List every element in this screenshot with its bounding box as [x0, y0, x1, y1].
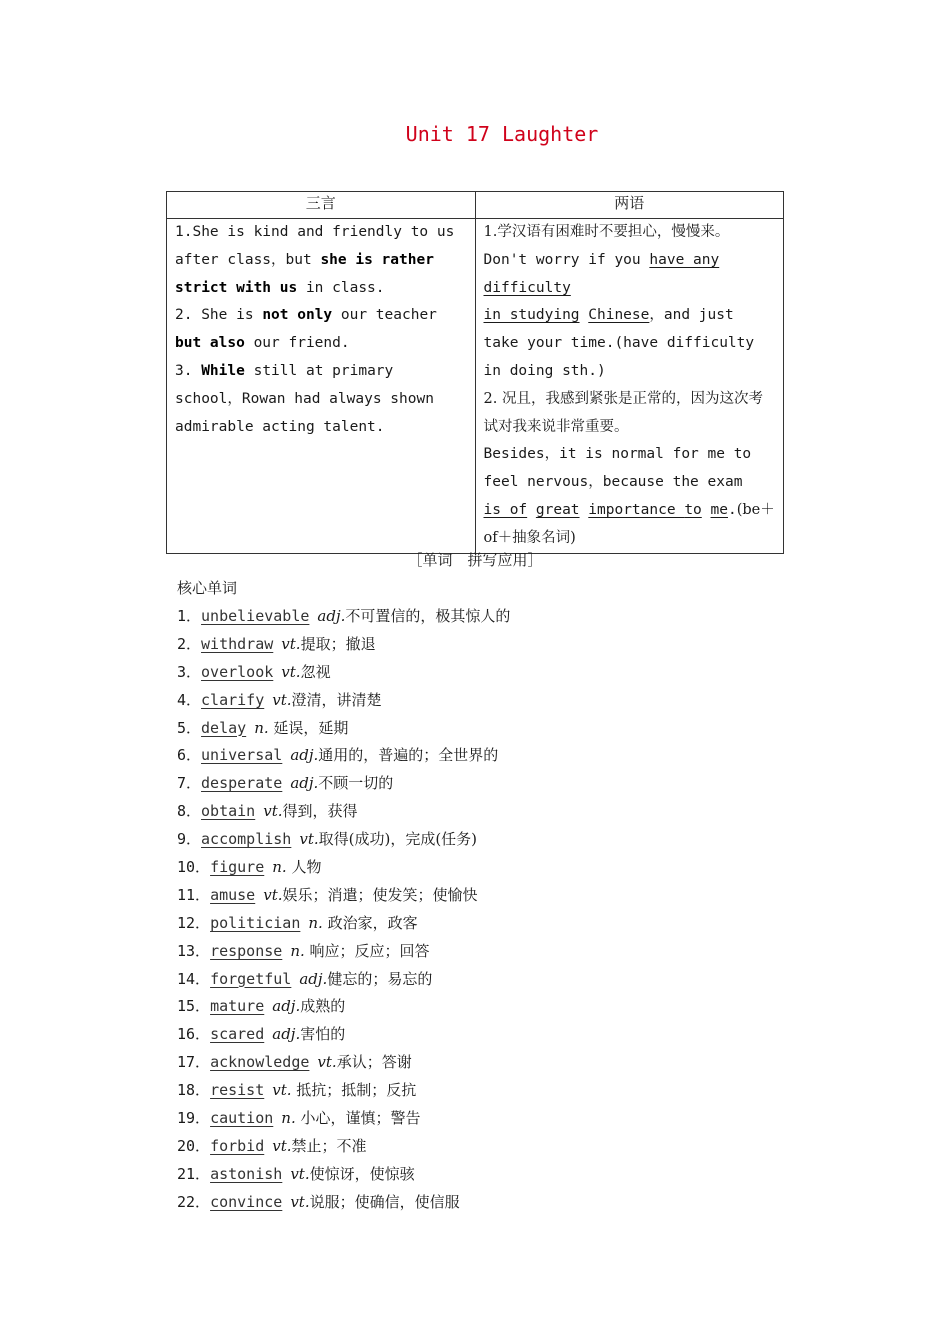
- right-cell: [475, 219, 784, 554]
- vocab-item: [177, 604, 797, 632]
- right-en-2: Besides，it is normal for me to feel nervous，because the exam is of great importance to me.(be＋of＋抽象名词): [483, 446, 775, 546]
- vocab-definition: 人物: [286, 858, 322, 877]
- vocab-pos: n.: [272, 858, 287, 877]
- vocab-definition: 通用的，普遍的；全世界的: [318, 746, 499, 765]
- header-right: 两语: [475, 192, 784, 219]
- vocab-word: forbid: [210, 1136, 265, 1155]
- vocab-word: unbelievable: [201, 607, 310, 625]
- vocab-definition: 禁止；不准: [291, 1136, 367, 1155]
- vocab-item: [177, 688, 797, 716]
- vocab-word: resist: [210, 1081, 265, 1100]
- left-sentence-2: 2. She is not only our teacher but also our friend.: [175, 307, 437, 352]
- vocab-number: 19．: [177, 1109, 211, 1128]
- vocab-pos: adj.: [272, 1025, 301, 1044]
- vocab-number: 20．: [177, 1136, 211, 1155]
- vocab-pos: n.: [281, 1109, 296, 1128]
- vocab-word: astonish: [210, 1164, 283, 1183]
- vocab-pos: vt.: [290, 1192, 310, 1211]
- vocab-word: caution: [210, 1109, 274, 1128]
- vocab-pos: vt.: [281, 634, 301, 653]
- sentence-table: [166, 191, 784, 554]
- vocab-word: desperate: [201, 774, 283, 793]
- vocab-item: [177, 994, 797, 1022]
- vocab-item: [177, 632, 797, 660]
- vocab-item: [177, 911, 797, 939]
- vocab-definition: 不顾一切的: [318, 774, 394, 793]
- vocab-definition: 小心，谨慎；警告: [295, 1109, 421, 1128]
- vocab-word: mature: [210, 997, 265, 1016]
- core-words-label: 核心单词: [177, 579, 238, 597]
- vocab-definition: 响应；反应；回答: [304, 941, 430, 960]
- vocab-pos: vt.: [281, 662, 301, 681]
- vocab-number: 15．: [177, 997, 211, 1016]
- vocab-item: [177, 827, 797, 855]
- vocab-definition: 说服；使确信，使信服: [309, 1192, 460, 1211]
- page-title: Unit 17 Laughter: [405, 122, 599, 146]
- vocab-number: 16．: [177, 1025, 211, 1044]
- vocab-definition: 健忘的；易忘的: [327, 969, 433, 988]
- vocab-word: politician: [210, 913, 301, 932]
- vocab-word: figure: [210, 858, 265, 877]
- vocab-number: 18．: [177, 1081, 211, 1100]
- vocab-item: [177, 939, 797, 967]
- vocab-pos: vt.: [290, 1164, 310, 1183]
- vocab-word: clarify: [201, 690, 265, 709]
- vocab-pos: vt.: [272, 1081, 292, 1100]
- vocab-item: [177, 967, 797, 995]
- vocab-number: 7．: [177, 774, 202, 793]
- vocab-item: [177, 1050, 797, 1078]
- vocab-item: [177, 883, 797, 911]
- vocab-definition: 娱乐；消遣；使发笑；使愉快: [282, 885, 478, 904]
- right-cn-2: 2. 况且，我感到紧张是正常的，因为这次考试对我来说非常重要。: [483, 390, 763, 435]
- vocab-pos: adj.: [317, 607, 346, 625]
- vocab-definition: 提取；撤退: [300, 634, 376, 653]
- vocab-pos: vt.: [299, 830, 319, 849]
- vocab-pos: vt.: [317, 1053, 337, 1072]
- vocab-pos: vt.: [272, 1136, 292, 1155]
- vocab-definition: 使惊讶，使惊骇: [309, 1164, 415, 1183]
- vocab-pos: adj.: [290, 774, 319, 793]
- vocab-definition: 承认；答谢: [336, 1053, 412, 1072]
- vocab-pos: adj.: [272, 997, 301, 1016]
- vocab-word: acknowledge: [210, 1053, 310, 1072]
- vocab-word: accomplish: [201, 830, 292, 849]
- vocab-item: [177, 1134, 797, 1162]
- vocab-number: 10．: [177, 858, 211, 877]
- vocab-item: [177, 660, 797, 688]
- vocab-pos: vt.: [263, 885, 283, 904]
- vocab-number: 17．: [177, 1053, 211, 1072]
- vocab-item: [177, 1162, 797, 1190]
- left-sentence-3: 3. While still at primary school，Rowan had always shown admirable acting talent.: [175, 362, 434, 435]
- vocab-word: obtain: [201, 802, 256, 821]
- vocab-definition: 政治家，政客: [322, 913, 418, 932]
- vocab-word: forgetful: [210, 969, 292, 988]
- vocab-definition: 得到，获得: [282, 802, 358, 821]
- vocab-word: response: [210, 941, 283, 960]
- vocab-number: 9．: [177, 830, 202, 849]
- vocab-definition: 不可置信的，极其惊人的: [345, 607, 511, 625]
- vocab-word: delay: [201, 718, 247, 737]
- vocab-word: universal: [201, 746, 283, 765]
- vocab-definition: 取得(成功)，完成(任务): [318, 830, 478, 849]
- vocab-word: amuse: [210, 885, 256, 904]
- vocab-item: [177, 1078, 797, 1106]
- vocab-number: 11．: [177, 885, 211, 904]
- vocab-number: 1．: [177, 607, 202, 625]
- vocab-word: scared: [210, 1025, 265, 1044]
- vocab-item: [177, 799, 797, 827]
- section-heading: ［单词 拼写应用］: [407, 551, 543, 569]
- vocab-number: 12．: [177, 913, 211, 932]
- left-cell: [167, 219, 476, 554]
- right-cn-1: 1.学汉语有困难时不要担心，慢慢来。: [483, 224, 730, 240]
- vocab-number: 3．: [177, 662, 202, 681]
- vocab-item: [177, 855, 797, 883]
- vocab-number: 14．: [177, 969, 211, 988]
- vocab-number: 22．: [177, 1192, 211, 1211]
- vocab-item: [177, 1106, 797, 1134]
- right-en-1: Don't worry if you have any difficulty in studying Chinese，and just take your time.(have difficulty in doing sth.): [483, 251, 755, 379]
- vocab-pos: n.: [290, 941, 305, 960]
- header-left: 三言: [167, 192, 476, 219]
- vocab-word: convince: [210, 1192, 283, 1211]
- vocab-number: 5．: [177, 718, 202, 737]
- vocab-number: 6．: [177, 746, 202, 765]
- vocab-item: [177, 716, 797, 744]
- vocab-item: [177, 771, 797, 799]
- vocab-pos: vt.: [272, 690, 292, 709]
- vocab-definition: 忽视: [300, 662, 331, 681]
- vocab-definition: 澄清，讲清楚: [291, 690, 382, 709]
- vocab-pos: vt.: [263, 802, 283, 821]
- vocab-item: [177, 1190, 797, 1218]
- vocab-number: 2．: [177, 634, 202, 653]
- vocab-definition: 成熟的: [300, 997, 346, 1016]
- vocab-number: 21．: [177, 1164, 211, 1183]
- vocab-number: 8．: [177, 802, 202, 821]
- vocab-word: overlook: [201, 662, 274, 681]
- vocab-definition: 抵抗；抵制；反抗: [291, 1081, 417, 1100]
- vocab-pos: adj.: [290, 746, 319, 765]
- vocab-pos: n.: [308, 913, 323, 932]
- vocab-pos: adj.: [299, 969, 328, 988]
- vocab-number: 4．: [177, 690, 202, 709]
- vocab-definition: 延误，延期: [268, 718, 349, 737]
- vocab-item: [177, 1022, 797, 1050]
- vocab-number: 13．: [177, 941, 211, 960]
- vocab-list: [177, 604, 797, 1218]
- vocab-word: withdraw: [201, 634, 274, 653]
- vocab-definition: 害怕的: [300, 1025, 346, 1044]
- vocab-item: [177, 743, 797, 771]
- left-sentence-1: 1.She is kind and friendly to us after class，but she is rather strict with us in class.: [175, 224, 455, 296]
- vocab-pos: n.: [254, 718, 269, 737]
